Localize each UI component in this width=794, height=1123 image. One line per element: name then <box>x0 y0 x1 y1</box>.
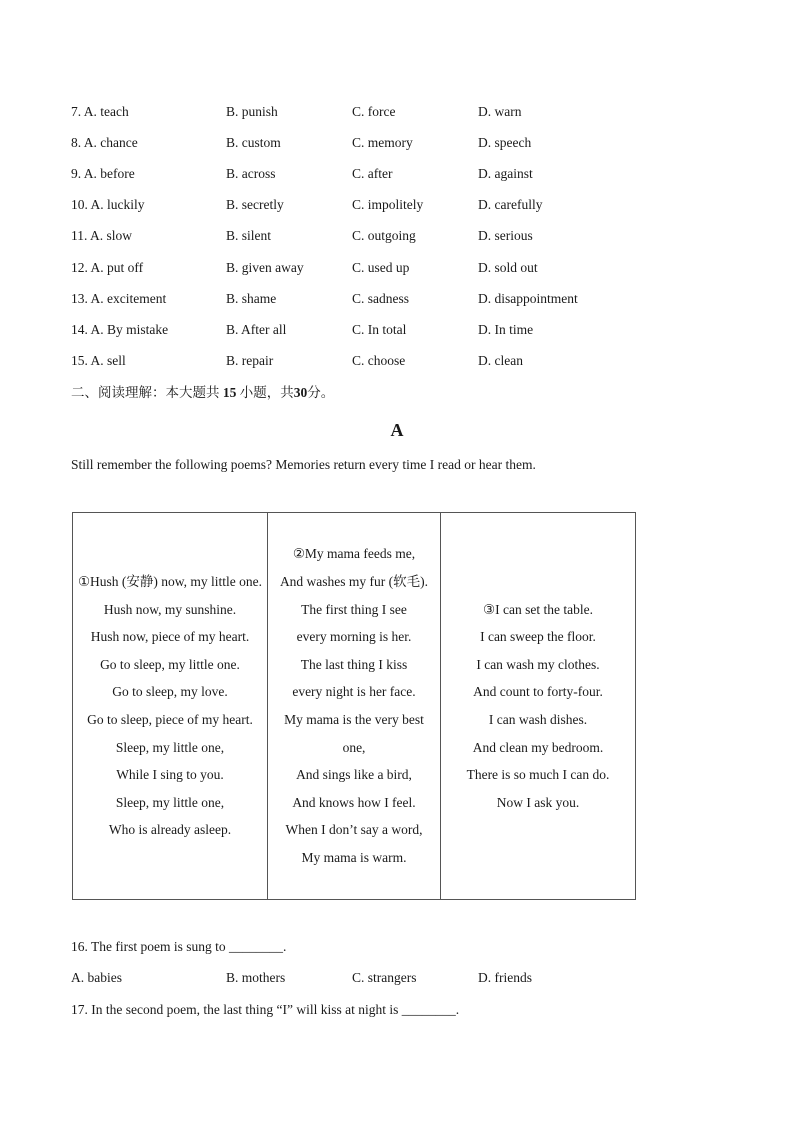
option-a: 13. A. excitement <box>71 291 167 306</box>
poems-table <box>72 512 636 900</box>
option-b: B. punish <box>226 104 278 119</box>
option-c: C. force <box>352 104 396 119</box>
option-c: C. used up <box>352 260 410 275</box>
poem-line: And count to forty-four. <box>473 684 603 700</box>
option-c: C. strangers <box>352 970 417 985</box>
poem-1-cell <box>73 513 268 900</box>
poem-line: My mama is the very best one, <box>284 712 424 755</box>
poem-2-cell <box>268 513 441 900</box>
poem-line: ①Hush (安静) now, my little one. <box>77 574 263 590</box>
poem-3-cell <box>441 513 636 900</box>
option-row-8 <box>71 133 631 153</box>
question-17: 17. In the second poem, the last thing “I” will kiss at night is ________. <box>71 1002 460 1017</box>
option-d: D. sold out <box>478 260 538 275</box>
poems-row <box>73 513 636 900</box>
poem-line: And washes my fur (软毛). <box>279 574 429 590</box>
poem-line: Go to sleep, my love. <box>112 684 228 700</box>
option-c: C. after <box>352 166 393 181</box>
option-c: C. sadness <box>352 291 409 306</box>
poem-line: I can sweep the floor. <box>480 629 596 645</box>
poem-line: While I sing to you. <box>116 767 224 783</box>
poem-line: And knows how I feel. <box>292 794 416 810</box>
option-row-11 <box>71 226 631 246</box>
option-a: 9. A. before <box>71 166 135 181</box>
section-count: 15 <box>222 385 237 400</box>
poem-line: Hush now, my sunshine. <box>103 601 237 617</box>
poem-line: every night is her face. <box>292 684 416 700</box>
poem-line: The last thing I kiss <box>300 656 408 672</box>
poem-line: Now I ask you. <box>496 794 580 810</box>
option-a: 11. A. slow <box>71 228 133 243</box>
poem-line: And sings like a bird, <box>296 767 412 783</box>
option-row-14 <box>71 320 631 340</box>
option-d: D. disappointment <box>478 291 578 306</box>
option-row-13 <box>71 289 631 309</box>
option-d: D. against <box>478 166 533 181</box>
option-b: B. repair <box>226 353 274 368</box>
passage-intro: Still remember the following poems? Memories return every time I read or hear them. <box>71 457 536 472</box>
question-16-options <box>71 968 631 988</box>
option-b: B. secretly <box>226 197 284 212</box>
option-row-15 <box>71 351 631 371</box>
option-c: C. memory <box>352 135 413 150</box>
option-c: C. choose <box>352 353 406 368</box>
poem-line: When I don’t say a word, <box>285 822 423 838</box>
option-c: C. outgoing <box>352 228 416 243</box>
option-b: B. across <box>226 166 276 181</box>
option-a: 10. A. luckily <box>71 197 145 212</box>
option-a: 7. A. teach <box>71 104 129 119</box>
section-middle: 小题，共 <box>239 385 294 400</box>
option-d: D. serious <box>478 228 533 243</box>
option-a: 15. A. sell <box>71 353 126 368</box>
option-d: D. carefully <box>478 197 543 212</box>
option-d: D. friends <box>478 970 532 985</box>
poem-line: The first thing I see <box>301 601 407 617</box>
option-b: B. custom <box>226 135 281 150</box>
poem-line: Go to sleep, piece of my heart. <box>87 712 253 727</box>
poem-line: Who is already asleep. <box>108 822 232 838</box>
option-a: 14. A. By mistake <box>71 322 169 337</box>
poem-line: ③I can set the table. <box>483 601 593 617</box>
option-d: D. clean <box>478 353 523 368</box>
poem-line: Go to sleep, my little one. <box>100 656 240 672</box>
option-d: D. In time <box>478 322 534 337</box>
option-row-9 <box>71 164 631 184</box>
option-d: D. speech <box>478 135 532 150</box>
poem-line: Sleep, my little one, <box>115 739 225 755</box>
option-c: C. In total <box>352 322 407 337</box>
poem-line: Hush now, piece of my heart. <box>90 629 250 645</box>
section-suffix: 分。 <box>307 385 335 400</box>
option-a: 8. A. chance <box>71 135 138 150</box>
section-score: 30 <box>293 385 308 400</box>
option-b: B. shame <box>226 291 277 306</box>
poem-line: There is so much I can do. <box>466 767 610 783</box>
option-a: 12. A. put off <box>71 260 144 275</box>
option-c: C. impolitely <box>352 197 424 212</box>
poem-line: And clean my bedroom. <box>472 739 604 755</box>
option-a: A. babies <box>71 970 122 985</box>
option-row-7 <box>71 102 631 122</box>
poem-line: My mama is warm. <box>301 849 407 865</box>
option-b: B. silent <box>226 228 272 243</box>
poem-line: every morning is her. <box>296 629 412 645</box>
question-16: 16. The first poem is sung to ________. <box>71 939 287 954</box>
poem-line: Sleep, my little one, <box>115 794 225 810</box>
option-b: B. mothers <box>226 970 286 985</box>
option-row-12 <box>71 258 631 278</box>
section-prefix: 二、阅读理解：本大题共 <box>71 385 220 400</box>
option-b: B. given away <box>226 260 304 275</box>
option-d: D. warn <box>478 104 522 119</box>
option-b: B. After all <box>226 322 287 337</box>
poem-line: I can wash my clothes. <box>476 656 600 672</box>
passage-title: A <box>390 420 404 440</box>
section-heading <box>71 384 334 402</box>
poem-line: ②My mama feeds me, <box>292 546 416 562</box>
option-row-10 <box>71 195 631 215</box>
poem-line: I can wash dishes. <box>488 712 588 727</box>
